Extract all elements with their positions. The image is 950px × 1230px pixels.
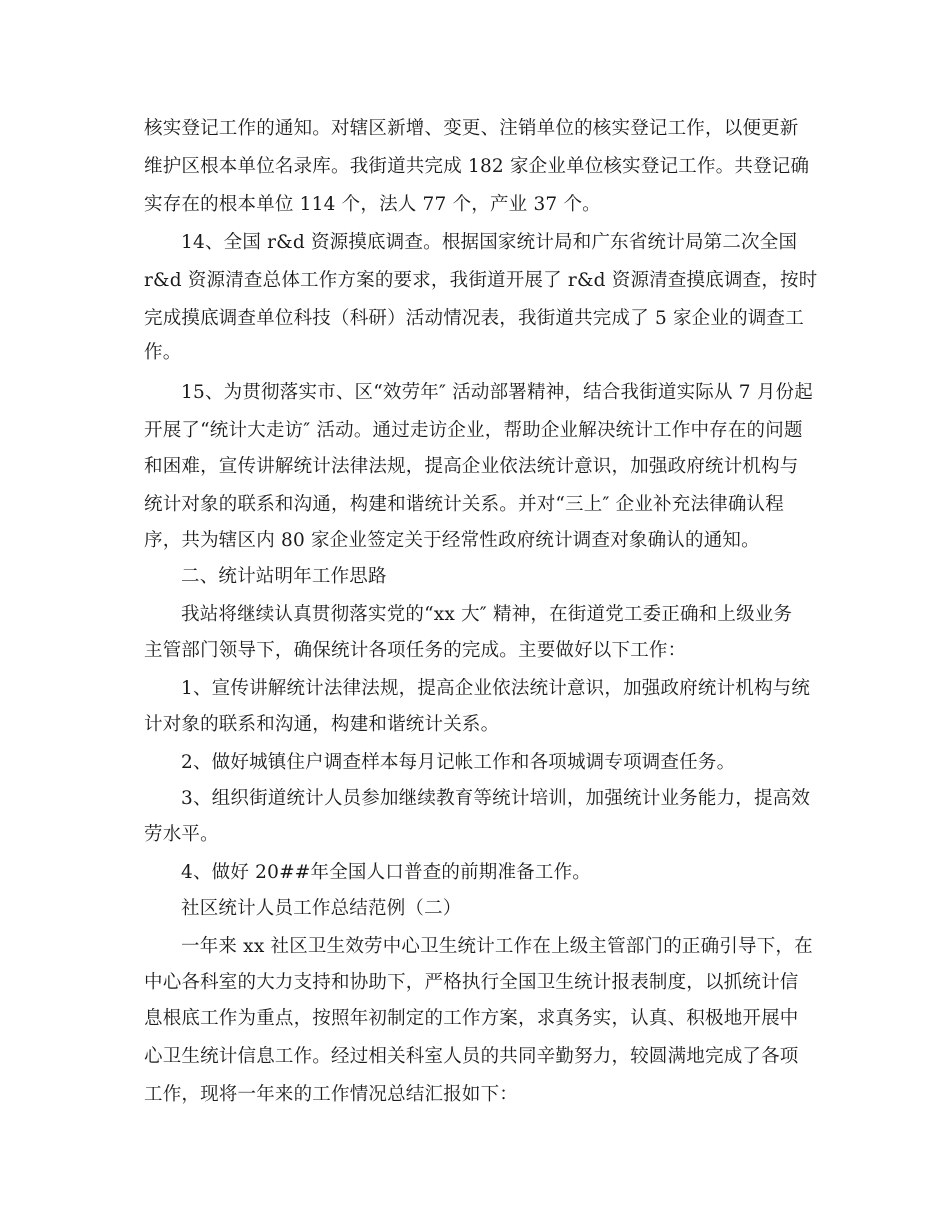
paragraph-line: 统计对象的联系和沟通，构建和谐统计关系。并对“三上″ 企业补充法律确认程 bbox=[144, 494, 784, 515]
paragraph-line: 工作，现将一年来的工作情况总结汇报如下： bbox=[144, 1084, 519, 1105]
section-heading: 二、统计站明年工作思路 bbox=[181, 566, 387, 587]
paragraph-line: 主管部门领导下，确保统计各项任务的完成。主要做好以下工作： bbox=[144, 640, 687, 661]
paragraph-line: 中心各科室的大力支持和协助下，严格执行全国卫生统计报表制度，以抓统计信 bbox=[144, 972, 799, 993]
paragraph-line: 计对象的联系和沟通，构建和谐统计关系。 bbox=[144, 714, 500, 735]
paragraph-line: 核实登记工作的通知。对辖区新增、变更、注销单位的核实登记工作，以便更新 bbox=[144, 118, 799, 139]
paragraph-line: 维护区根本单位名录库。我街道共完成 182 家企业单位核实登记工作。共登记确 bbox=[144, 156, 810, 177]
paragraph-line: 一年来 xx 社区卫生效劳中心卫生统计工作在上级主管部门的正确引导下，在 bbox=[181, 936, 813, 957]
paragraph-line: 完成摸底调查单位科技（科研）活动情况表，我街道共完成了 5 家企业的调查工 bbox=[144, 308, 804, 329]
paragraph-line: 14、全国 r&d 资源摸底调查。根据国家统计局和广东省统计局第二次全国 bbox=[181, 232, 798, 253]
paragraph-line: 2、做好城镇住户调查样本每月记帐工作和各项城调专项调查任务。 bbox=[181, 752, 736, 773]
section-heading: 社区统计人员工作总结范例（二） bbox=[181, 898, 462, 919]
paragraph-line: 实存在的根本单位 114 个，法人 77 个，产业 37 个。 bbox=[144, 194, 601, 215]
paragraph-line: 序，共为辖区内 80 家企业签定关于经常性政府统计调查对象确认的通知。 bbox=[144, 530, 760, 551]
paragraph-line: 劳水平。 bbox=[144, 824, 219, 845]
paragraph-line: 息根底工作为重点，按照年初制定的工作方案，求真务实，认真、积极地开展中 bbox=[144, 1008, 799, 1029]
paragraph-line: 我站将继续认真贯彻落实党的“xx 大″ 精神，在街道党工委正确和上级业务 bbox=[181, 604, 793, 625]
paragraph-line: 作。 bbox=[144, 342, 182, 363]
paragraph-line: 4、做好 20##年全国人口普查的前期准备工作。 bbox=[181, 862, 591, 883]
paragraph-line: 15、为贯彻落实市、区“效劳年″ 活动部署精神，结合我街道实际从 7 月份起 bbox=[181, 382, 813, 403]
paragraph-line: r&d 资源清查总体工作方案的要求，我街道开展了 r&d 资源清查摸底调查，按时 bbox=[144, 270, 818, 291]
paragraph-line: 3、组织街道统计人员参加继续教育等统计培训，加强统计业务能力，提高效 bbox=[181, 788, 811, 809]
paragraph-line: 1、宣传讲解统计法律法规，提高企业依法统计意识，加强政府统计机构与统 bbox=[181, 678, 811, 699]
paragraph-line: 开展了“统计大走访″ 活动。通过走访企业，帮助企业解决统计工作中存在的问题 bbox=[144, 420, 803, 441]
paragraph-line: 心卫生统计信息工作。经过相关科室人员的共同辛勤努力，较圆满地完成了各项 bbox=[144, 1046, 799, 1067]
paragraph-line: 和困难，宣传讲解统计法律法规，提高企业依法统计意识，加强政府统计机构与 bbox=[144, 456, 799, 477]
